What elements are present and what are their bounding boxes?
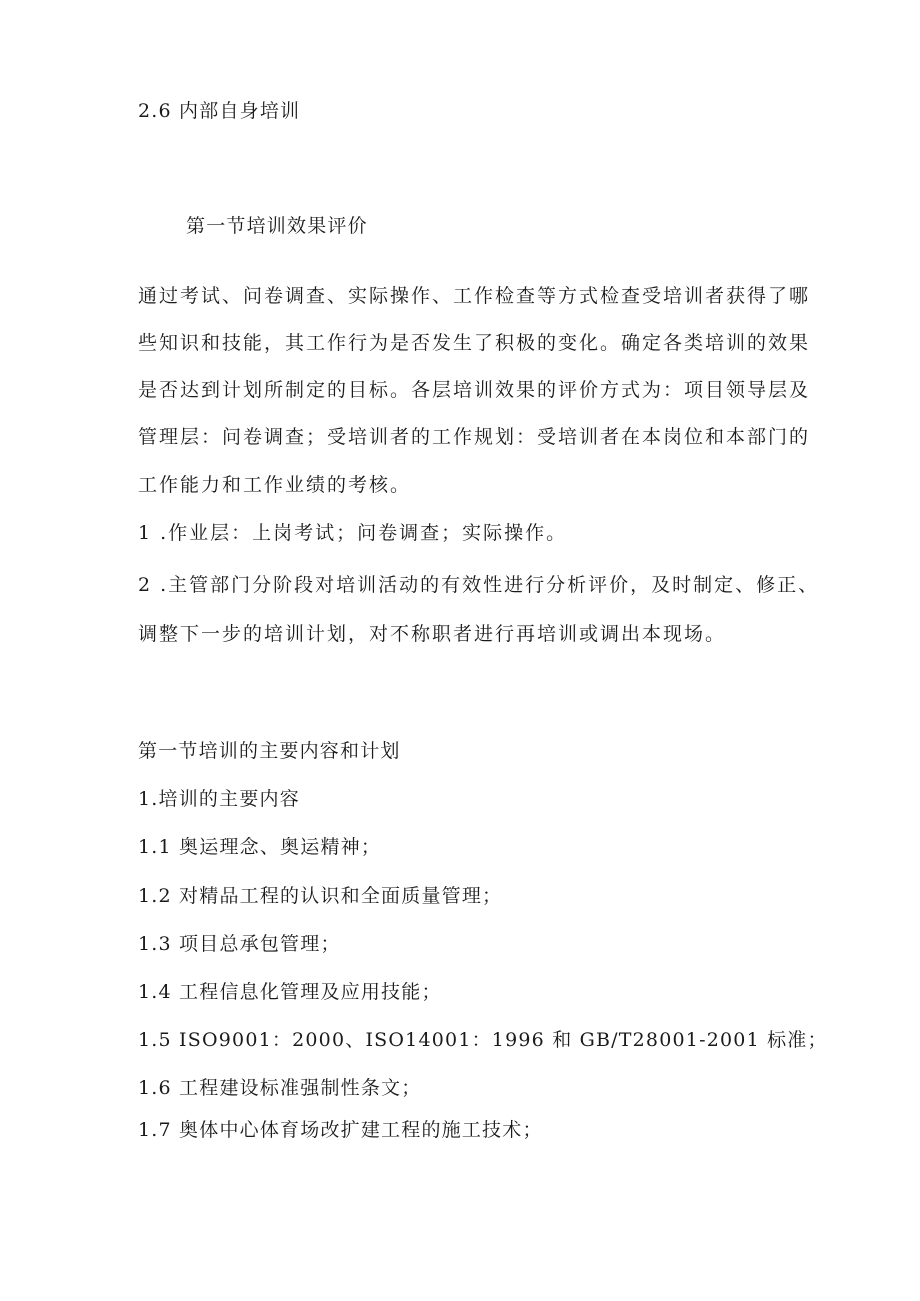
section-heading: 2.6 内部自身培训 <box>138 100 301 122</box>
evaluation-paragraph-line: 是否达到计划所制定的目标。各层培训效果的评价方式为：项目领导层及 <box>138 379 811 401</box>
content-item: 1.5 ISO9001：2000、ISO14001：1996 和 GB/T28001-2001 标准； <box>138 1029 828 1051</box>
evaluation-item-2-line: 调整下一步的培训计划，对不称职者进行再培训或调出本现场。 <box>138 623 727 645</box>
evaluation-item-2-line: 2 .主管部门分阶段对培训活动的有效性进行分析评价，及时制定、修正、 <box>138 574 820 596</box>
content-plan-subtitle: 1.培训的主要内容 <box>138 788 300 810</box>
content-item: 1.7 奥体中心体育场改扩建工程的施工技术； <box>138 1119 543 1141</box>
content-item: 1.3 项目总承包管理； <box>138 933 341 955</box>
content-item: 1.1 奥运理念、奥运精神； <box>138 836 382 858</box>
evaluation-paragraph-line: 管理层：问卷调查；受培训者的工作规划：受培训者在本岗位和本部门的 <box>138 426 811 448</box>
evaluation-paragraph-line: 工作能力和工作业绩的考核。 <box>138 474 412 496</box>
evaluation-title: 第一节培训效果评价 <box>186 215 368 237</box>
evaluation-paragraph-line: 些知识和技能，其工作行为是否发生了积极的变化。确定各类培训的效果 <box>138 332 811 354</box>
content-item: 1.6 工程建设标准强制性条文； <box>138 1077 422 1099</box>
content-plan-title: 第一节培训的主要内容和计划 <box>138 740 401 762</box>
evaluation-paragraph-line: 通过考试、问卷调查、实际操作、工作检查等方式检查受培训者获得了哪 <box>138 285 811 307</box>
content-item: 1.2 对精品工程的认识和全面质量管理； <box>138 885 503 907</box>
evaluation-item-1: 1 .作业层：上岗考试；问卷调查；实际操作。 <box>138 522 568 544</box>
content-item: 1.4 工程信息化管理及应用技能； <box>138 981 442 1003</box>
